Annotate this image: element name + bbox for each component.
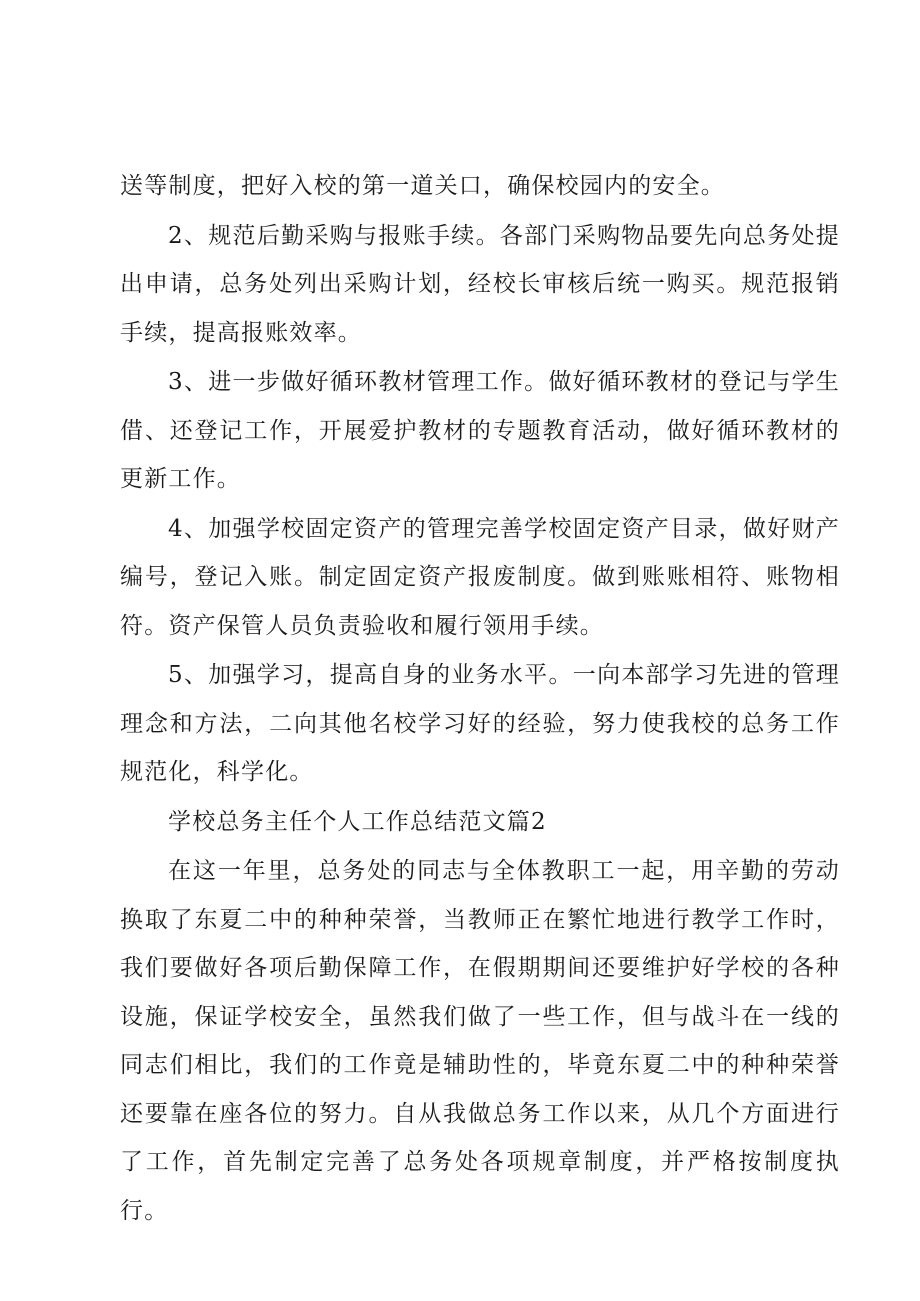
paragraph-item-5: 5、加强学习，提高自身的业务水平。一向本部学习先进的管理理念和方法，二向其他名校学习好的经验，努力使我校的总务工作规范化，科学化。 [120, 662, 840, 785]
paragraph-continuation: 送等制度，把好入校的第一道关口，确保校园内的安全。 [120, 173, 725, 199]
section-heading: 学校总务主任个人工作总结范文篇2 [168, 808, 547, 835]
paragraph-item-3: 3、进一步做好循环教材管理工作。做好循环教材的登记与学生借、还登记工作，开展爱护教材的专题教育活动，做好循环教材的更新工作。 [120, 369, 840, 492]
document-body [120, 162, 840, 1236]
paragraph-item-2: 2、规范后勤采购与报账手续。各部门采购物品要先向总务处提出申请，总务处列出采购计划，经校长审核后统一购买。规范报销手续，提高报账效率。 [120, 222, 840, 346]
paragraph-item-4: 4、加强学校固定资产的管理完善学校固定资产目录，做好财产编号，登记入账。制定固定资产报废制度。做到账账相符、账物相符。资产保管人员负责验收和履行领用手续。 [120, 515, 840, 639]
paragraph-body: 在这一年里，总务处的同志与全体教职工一起，用辛勤的劳动换取了东夏二中的种种荣誉，当教师正在繁忙地进行教学工作时，我们要做好各项后勤保障工作，在假期期间还要维护好学校的各种设施，保证学校安全，虽然我们做了一些工作，但与战斗在一线的同志们相比，我们的工作竟是辅助性的，毕竟东夏二中的种种荣誉还要靠在座各位的努力。自从我做总务工作以来，从几个方面进行了工作，首先制定完善了总务处各项规章制度，并严格按制度执行。 [120, 858, 840, 1224]
